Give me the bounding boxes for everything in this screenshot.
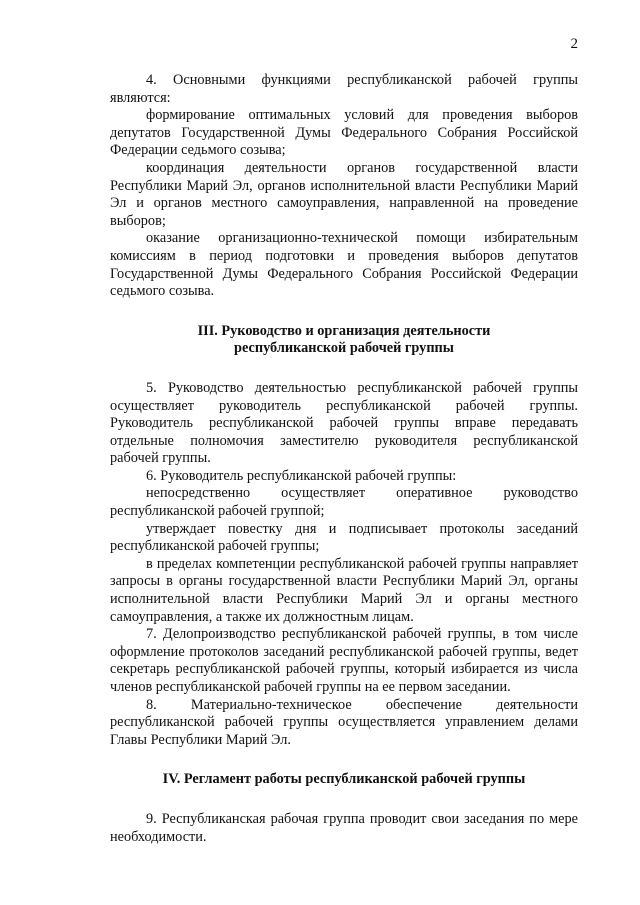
function-item: координация деятельности органов государственной власти Республики Марий Эл, органов исполнительной власти Республики Марий Эл и органов местного самоуправления, направленной на проведение выборов; (110, 159, 578, 229)
page-number: 2 (570, 36, 578, 52)
paragraph-8: 8. Материально-техническое обеспечение деятельности республиканской рабочей группы осуществляется управлением делами Главы Республики Марий Эл. (110, 696, 578, 748)
function-item: формирование оптимальных условий для проведения выборов депутатов Государственной Думы Федерального Собрания Российской Федерации седьмого созыва; (110, 107, 578, 159)
paragraph-9: 9. Республиканская рабочая группа проводит свои заседания по мере необходимости. (110, 810, 578, 845)
duty-item: непосредственно осуществляет оперативное руководство республиканской рабочей группой; (110, 485, 578, 520)
duty-item: утверждает повестку дня и подписывает протоколы заседаний республиканской рабочей группы; (110, 520, 578, 555)
section-3-title-line-2: республиканской рабочей группы (234, 340, 454, 357)
duty-item: в пределах компетенции республиканской рабочей группы направляет запросы в органы государственной власти Республики Марий Эл, органы исполнительной власти Республики Марий Эл и органы местного самоуправления, а также их должностным лицам. (110, 555, 578, 625)
paragraph-6: 6. Руководитель республиканской рабочей группы: (146, 467, 457, 484)
section-3-title-line-1: III. Руководство и организация деятельности (197, 322, 491, 339)
paragraph-7: 7. Делопроизводство республиканской рабочей группы, в том числе оформление протоколов заседаний республиканской рабочей группы, ведет секретарь республиканской рабочей группы, который избирается из числа членов республиканской рабочей группы на ее первом заседании. (110, 626, 578, 695)
document-body (110, 72, 578, 846)
section-4-heading: IV. Регламент работы республиканской рабочей группы (162, 771, 526, 788)
paragraph-4: 4. Основными функциями республиканской рабочей группы являются: (110, 72, 578, 106)
function-item: оказание организационно-технической помощи избирательным комиссиям в период подготовки и проведения выборов депутатов Государственной Думы Федерального Собрания Российской Федерации седьмого созыва. (110, 230, 578, 300)
paragraph-5: 5. Руководство деятельностью республиканской рабочей группы осуществляет руководитель республиканской рабочей группы. Руководитель республиканской рабочей группы вправе передавать отдельные полномочия заместителю руководителя республиканской рабочей группы. (110, 379, 578, 467)
section-3-heading (110, 323, 578, 358)
